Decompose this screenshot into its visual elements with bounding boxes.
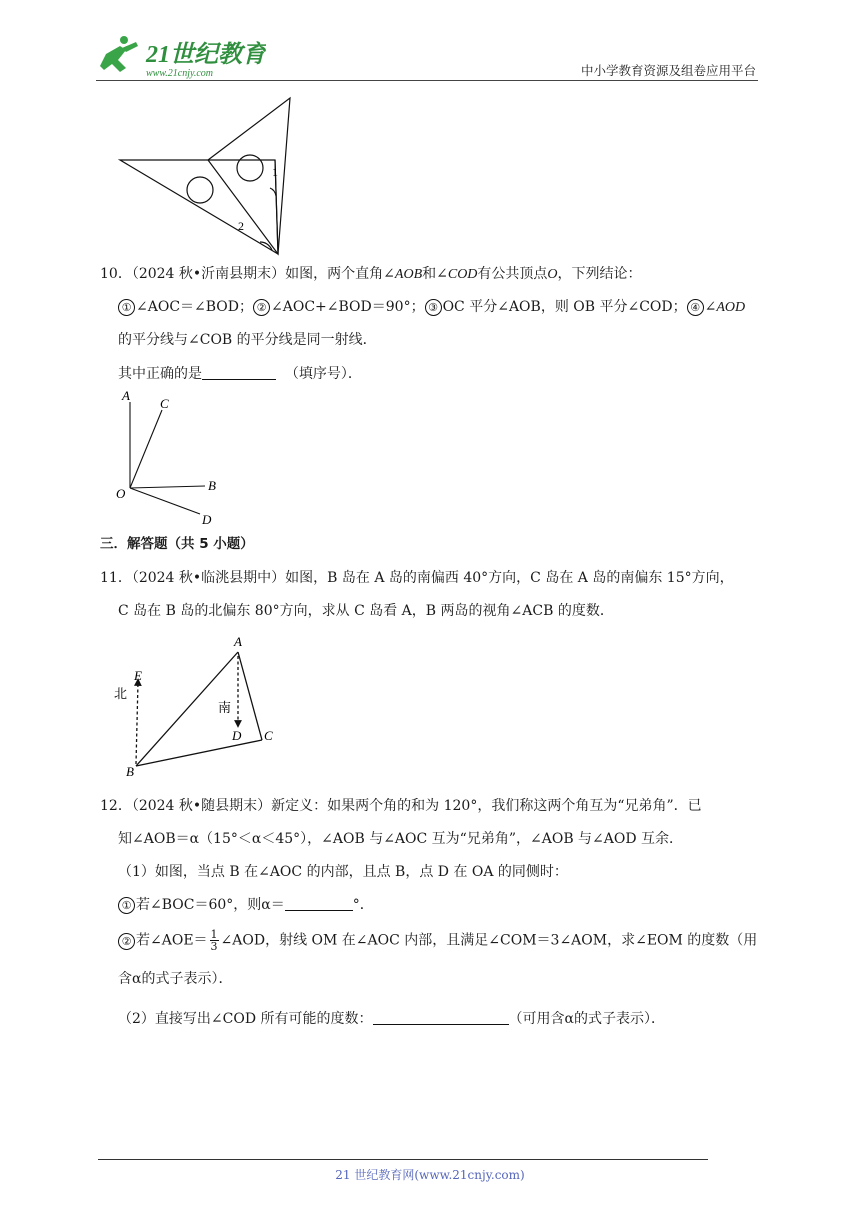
q10-ask: 其中正确的是 （填序号）． bbox=[118, 366, 362, 382]
hole-circle-1 bbox=[187, 177, 213, 203]
q10-source: （2024 秋•沂南县期末） bbox=[131, 266, 286, 282]
q10-line1: 10．（2024 秋•沂南县期末）如图，两个直角∠AOB和∠COD有公共顶点O，下列结论： bbox=[100, 266, 642, 282]
svg-text:B: B bbox=[126, 764, 134, 779]
q10-number: 10． bbox=[100, 266, 132, 282]
svg-text:A: A bbox=[234, 634, 242, 649]
section-title: 三．解答题（共 5 小题） bbox=[100, 536, 254, 552]
q10-line2: ① ∠AOC＝∠BOD； ② ∠AOC+∠BOD＝90°； ③ OC 平分∠AOB，则 OB 平分∠COD； ④ ∠AOD bbox=[118, 297, 745, 318]
q10-line3: 的平分线与∠COB 的平分线是同一射线． bbox=[118, 332, 377, 348]
q11-line2: C 岛在 B 岛的北偏东 80°方向，求从 C 岛看 A，B 两岛的视角∠ACB 的度数． bbox=[118, 603, 614, 619]
svg-text:北: 北 bbox=[114, 686, 128, 701]
q12-sub2-line2: 含α的式子表示）． bbox=[118, 971, 233, 987]
svg-text:C: C bbox=[160, 396, 169, 411]
figure-q10-angles bbox=[110, 388, 230, 528]
svg-text:D: D bbox=[202, 512, 212, 527]
q12-number: 12． bbox=[100, 798, 132, 814]
angle-label-2: 2 bbox=[238, 219, 244, 233]
fraction-one-third: $\frac{1}{3}$ bbox=[210, 928, 218, 953]
svg-text:A: A bbox=[122, 388, 130, 403]
q12-part1: （1）如图，当点 B 在∠AOC 的内部，且点 B，点 D 在 OA 的同侧时： bbox=[118, 864, 568, 880]
answer-blank-q10[interactable] bbox=[202, 364, 276, 380]
footer-divider bbox=[98, 1159, 708, 1160]
svg-text:D: D bbox=[232, 728, 242, 743]
svg-text:南: 南 bbox=[218, 700, 232, 715]
logo-url: www.21cnjy.com bbox=[146, 68, 214, 79]
angle-label-1: 1 bbox=[272, 165, 278, 179]
q12-sub2: ② 若∠AOE＝ $\frac{1}{3}$ ∠AOD，射线 OM 在∠AOC 内部，且满足∠COM＝3∠AOM，求∠EOM 的度数（用 bbox=[118, 929, 757, 952]
answer-blank-q12-1[interactable] bbox=[285, 895, 353, 911]
figure-q11-islands bbox=[110, 630, 290, 780]
q12-line2: 知∠AOB＝α（15°＜α＜45°），∠AOB 与∠AOC 互为“兄弟角”，∠AOB 与∠AOD 互余． bbox=[118, 831, 684, 847]
hole-circle-2 bbox=[237, 155, 263, 181]
platform-name: 中小学教育资源及组卷应用平台 bbox=[580, 63, 756, 78]
svg-text:O: O bbox=[116, 486, 126, 501]
q12-part2: （2）直接写出∠COD 所有可能的度数： （可用含α的式子表示）． bbox=[118, 1011, 665, 1027]
q12-line1: 12．（2024 秋•随县期末）新定义：如果两个角的和为 120°，我们称这两个角互为“兄弟角”．已 bbox=[100, 798, 702, 814]
answer-blank-q12-2[interactable] bbox=[373, 1009, 509, 1025]
q11-number: 11． bbox=[100, 570, 132, 586]
runner-icon bbox=[100, 36, 138, 72]
logo-text: 21世纪教育 bbox=[146, 42, 266, 68]
figure-q9-triangles bbox=[110, 92, 310, 262]
triangle-left bbox=[120, 160, 278, 254]
q12-sub1: ① 若∠BOC＝60°，则α＝ °． bbox=[118, 895, 374, 915]
header-divider bbox=[96, 80, 758, 81]
svg-text:B: B bbox=[208, 478, 216, 493]
site-logo bbox=[96, 34, 266, 80]
svg-text:C: C bbox=[264, 728, 273, 743]
footer-text: 21 世纪教育网(www.21cnjy.com) bbox=[335, 1168, 525, 1182]
q11-line1: 11．（2024 秋•临洮县期中）如图，B 岛在 A 岛的南偏西 40°方向，C 岛在 A 岛的南偏东 15°方向， bbox=[100, 570, 734, 586]
svg-text:E: E bbox=[134, 668, 142, 683]
